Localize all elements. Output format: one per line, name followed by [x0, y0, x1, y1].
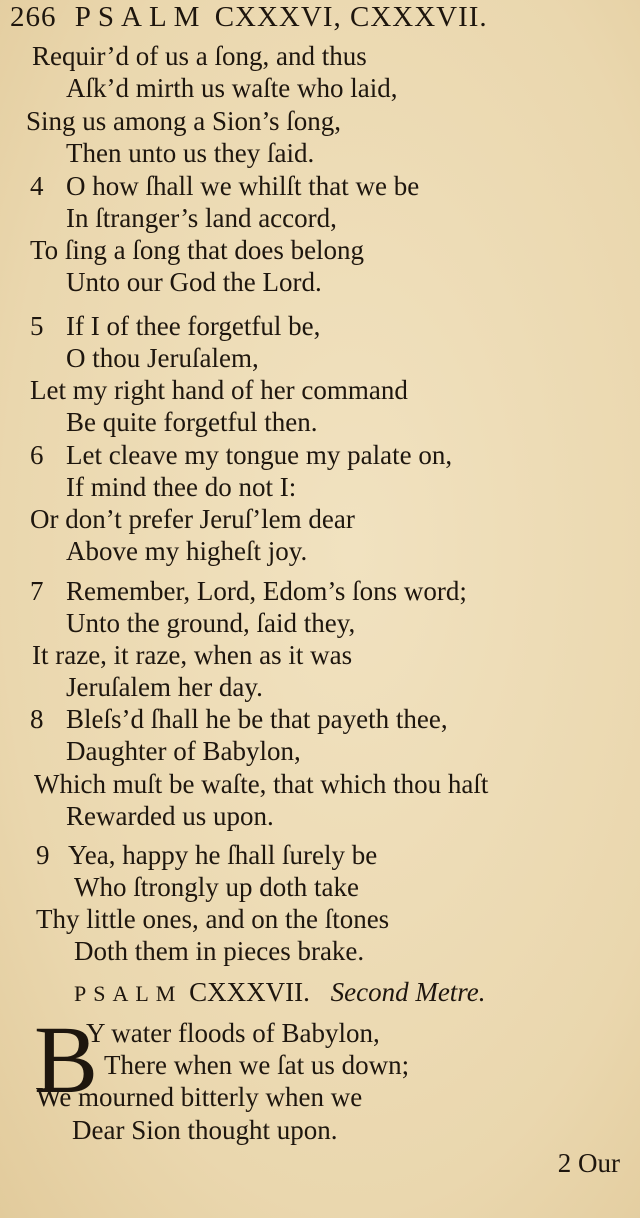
psalm-heading-metre: Second Metre. [330, 977, 486, 1007]
verse-line: Sing us among a Sion’s ſong, [26, 106, 342, 136]
verse-line: Unto the ground, ſaid they, [66, 608, 356, 638]
verse-line: O thou Jeruſalem, [66, 343, 259, 373]
verse-line: We mourned bitterly when we [36, 1082, 363, 1112]
verse-line: Thy little ones, and on the ſtones [36, 904, 390, 934]
verse-line: Requir’d of us a ſong, and thus [32, 41, 367, 71]
verse-line: Rewarded us upon. [66, 801, 274, 831]
psalm-heading [74, 975, 486, 1011]
verse-line: Bleſs’d ſhall he be that payeth thee, [66, 704, 448, 734]
running-title: PSALM [74, 1, 207, 33]
drop-cap: B [34, 1006, 99, 1113]
running-header [10, 0, 630, 34]
verse-line: Who ſtrongly up doth take [74, 872, 359, 902]
verse-line: Doth them in pieces brake. [74, 936, 365, 966]
verse-number: 6 [30, 440, 44, 470]
verse-line: Be quite forgetful then. [66, 407, 318, 437]
verse-line: Let my right hand of her command [30, 375, 408, 405]
verse-line: Then unto us they ſaid. [66, 138, 315, 168]
verse-line: Yea, happy he ſhall ſurely be [68, 840, 378, 870]
psalm-numbers: CXXXVI, CXXXVII. [214, 1, 488, 33]
verse-line: Or don’t prefer Jeruſ’lem dear [30, 504, 355, 534]
verse-line: Which muſt be waſte, that which thou haſt [34, 769, 489, 799]
verse-number: 7 [30, 576, 44, 606]
verse-line: O how ſhall we whilſt that we be [66, 171, 420, 201]
psalm-heading-word: PSALM [74, 981, 183, 1006]
verse-line: Unto our God the Lord. [66, 267, 322, 297]
verse-line: In ſtranger’s land accord, [66, 203, 337, 233]
verse-line: Remember, Lord, Edom’s ſons word; [66, 576, 467, 606]
verse-line: Y water floods of Babylon, [86, 1018, 380, 1048]
verse-line: If mind thee do not I: [66, 472, 297, 502]
verse-line: It raze, it raze, when as it was [32, 640, 353, 670]
verse-line: Above my higheſt joy. [66, 536, 308, 566]
verse-line: Aſk’d mirth us waſte who laid, [66, 73, 398, 103]
verse-number: 9 [36, 840, 50, 870]
verse-line: Let cleave my tongue my palate on, [66, 440, 453, 470]
verse-line: There when we ſat us down; [104, 1050, 410, 1080]
verse-line: If I of thee forgetful be, [66, 311, 321, 341]
verse-line: Daughter of Babylon, [66, 736, 301, 766]
psalm-heading-number: CXXXVII. [189, 977, 310, 1007]
verse-number: 8 [30, 704, 44, 734]
verse-line: Dear Sion thought upon. [72, 1115, 338, 1145]
verse-line: Jeruſalem her day. [66, 672, 263, 702]
verse-line: To ſing a ſong that does belong [30, 235, 365, 265]
page-number: 266 [10, 1, 57, 33]
verse-number: 4 [30, 171, 44, 201]
verse-number: 5 [30, 311, 44, 341]
catchword: 2 Our [557, 1148, 620, 1178]
